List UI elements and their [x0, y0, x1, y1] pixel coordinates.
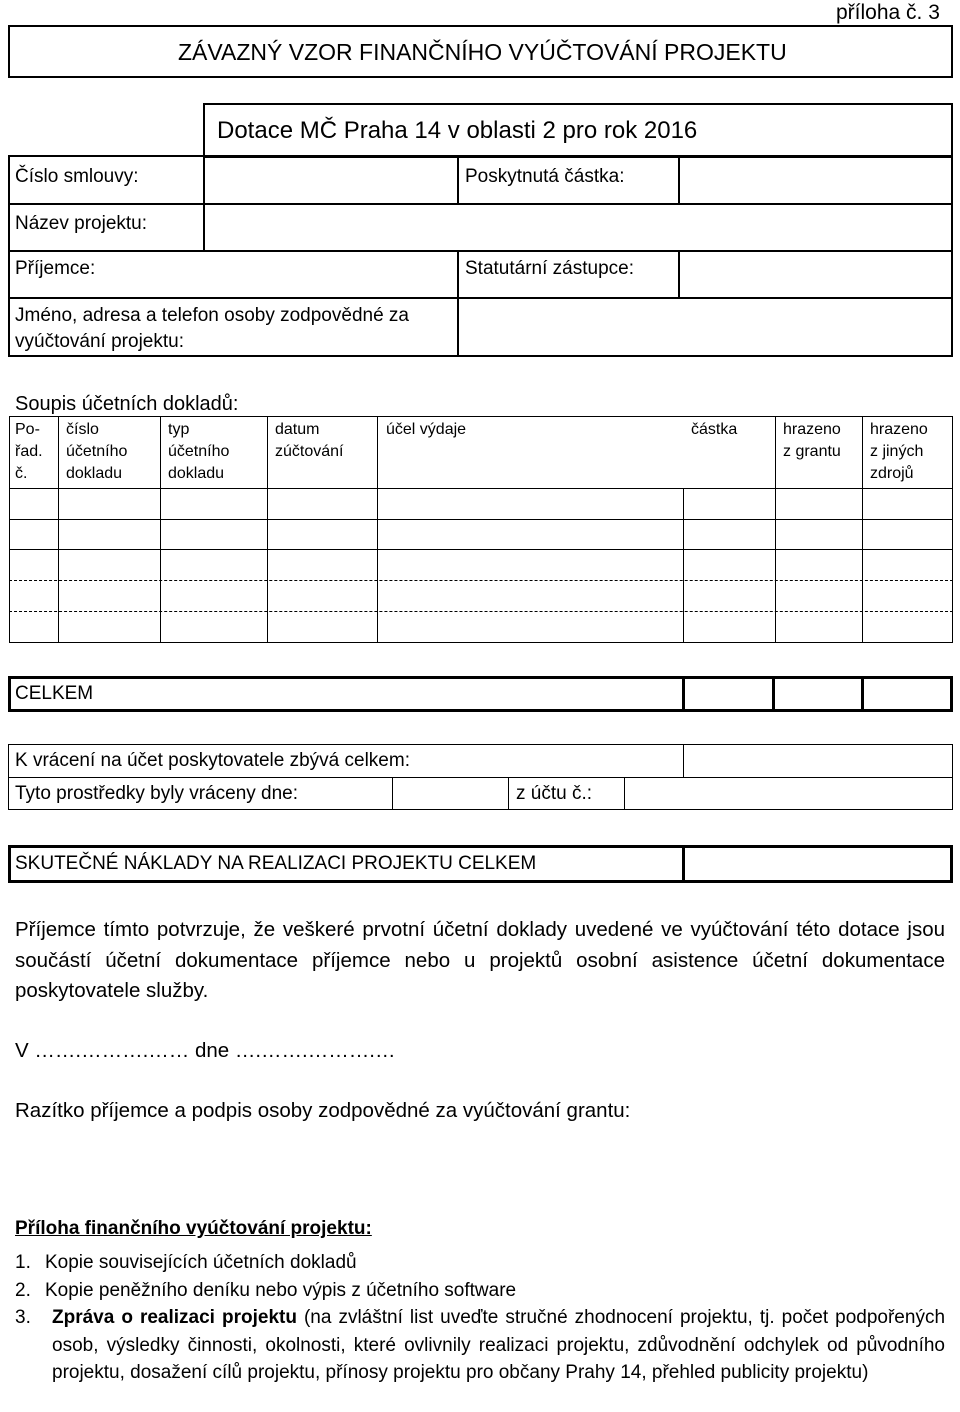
attachment-item-bold-text: Zpráva o realizaci projektu [52, 1307, 297, 1328]
contact-person-label-line1: Jméno, adresa a telefon osoby zodpovědné za [15, 305, 409, 326]
form-title: ZÁVAZNÝ VZOR FINANČNÍHO VYÚČTOVÁNÍ PROJEKTU [178, 39, 787, 65]
refund-remaining-field[interactable] [685, 746, 951, 776]
place-date-line[interactable]: V …….……….…… dne ….…….……….… [15, 1039, 396, 1062]
refund-date-field[interactable] [394, 779, 507, 809]
recipient-label: Příjemce: [15, 258, 96, 279]
col-header-doc-type: typ účetního dokladu [168, 421, 230, 482]
attachment-item-1 [15, 1249, 945, 1277]
granted-amount-label: Poskytnutá částka: [465, 166, 625, 187]
stamp-signature-line: Razítko příjemce a podpis osoby zodpovědné za vyúčtování grantu: [15, 1099, 631, 1122]
refund-remaining-label: K vrácení na účet poskytovatele zbývá celkem: [15, 750, 410, 771]
col-header-posting-date: datum zúčtování [275, 421, 344, 460]
grant-subtitle: Dotace MČ Praha 14 v oblasti 2 pro rok 2016 [217, 117, 698, 144]
total-label: CELKEM [15, 683, 94, 704]
declaration-text: Příjemce tímto potvrzuje, že veškeré prvotní účetní doklady uvedené ve vyúčtování této dotace jsou součástí účetní dokumentace příjemce nebo u projektů osobní asistence účetní dokumentace poskytovatele služby. [15, 918, 945, 1002]
col-header-purpose: účel výdaje [386, 421, 467, 438]
contract-number-label: Číslo smlouvy: [15, 166, 139, 187]
attachment-item-number: 3. [15, 1307, 31, 1328]
attachment-item-2 [15, 1277, 945, 1305]
actual-costs-label: SKUTEČNÉ NÁKLADY NA REALIZACI PROJEKTU CELKEM [15, 853, 537, 874]
attachment-item-number: 2. [15, 1280, 31, 1301]
account-field[interactable] [626, 779, 951, 809]
attachments-heading: Příloha finančního vyúčtování projektu: [15, 1218, 372, 1239]
attachment-item-text: Kopie souvisejících účetních dokladů [45, 1252, 357, 1273]
documents-heading: Soupis účetních dokladů: [15, 393, 239, 415]
statutory-representative-label: Statutární zástupce: [465, 258, 634, 279]
account-label: z účtu č.: [516, 783, 593, 804]
project-name-label: Název projektu: [15, 213, 148, 234]
attachment-item-text: Kopie peněžního deníku nebo výpis z účetního software [45, 1280, 517, 1301]
annex-label: příloha č. 3 [836, 1, 940, 24]
attachment-item-3 [15, 1304, 945, 1387]
col-header-paid-from-grant: hrazeno z grantu [783, 421, 841, 460]
refund-date-label: Tyto prostředky byly vráceny dne: [15, 783, 299, 804]
col-header-paid-from-other: hrazeno z jiných zdrojů [870, 421, 928, 482]
col-header-amount: částka [691, 421, 738, 438]
attachment-item-text: (na zvláštní list uveďte stručné zhodnocení projektu, tj. počet podpořených osob, výsledky činnosti, okolnosti, které ovlivnily realizaci projektu, zdůvodnění odchylek od původního projektu, dosažení cílů projektu, přínosy projektu pro občany Prahy 14, přehled publicity projektu) [52, 1307, 946, 1383]
col-header-doc-number: číslo účetního dokladu [66, 421, 128, 482]
contact-person-label-line2: vyúčtování projektu: [15, 331, 184, 352]
actual-costs-field[interactable] [685, 848, 950, 880]
col-header-order: Po- řad. č. [15, 421, 43, 482]
attachment-item-number: 1. [15, 1252, 31, 1273]
